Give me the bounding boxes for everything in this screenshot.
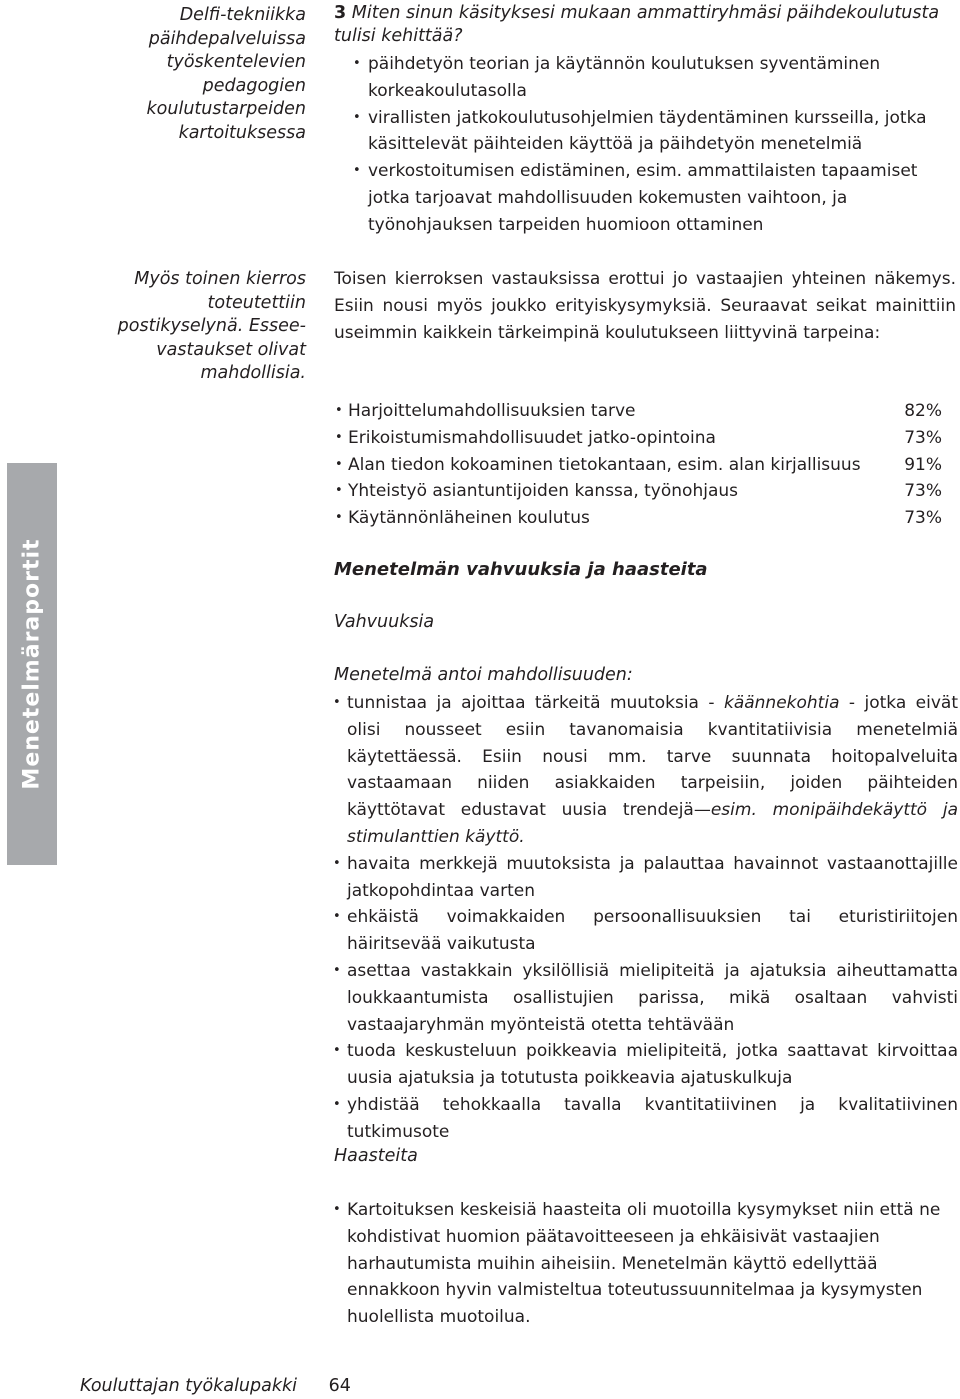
need-label: Harjoittelumahdollisuuksien tarve [348, 401, 636, 421]
needs-list [334, 398, 942, 532]
need-percent: 73% [904, 427, 942, 448]
list-item [334, 505, 942, 532]
section-tab-label: Menetelmäraportit [19, 538, 45, 790]
question-answers-list [353, 51, 958, 239]
list-item: • Kartoituksen keskeisiä haasteita oli muotoilla kysymykset niin että ne kohdistivat huomion päätavoitteeseen ja ehkäisivät vastaajien harhautumista muihin aiheisiin. Menetelmän käyttö edellyttää ennakkoon hyvin valmisteltua toteutussuunnitelmaa ja kysymysten huolellista muotoilua. [332, 1197, 958, 1331]
list-item [334, 398, 942, 425]
section-tab [7, 463, 57, 865]
footer-title: Kouluttajan työkalupakki [80, 1376, 297, 1396]
list-item [334, 478, 942, 505]
list-item: • virallisten jatkokoulutusohjelmien täydentäminen kursseilla, jotka käsittelevät päihteiden käyttöä ja päihdetyön menetelmiä [353, 105, 958, 159]
sidebar-note-delfi: Delfi-tekniikka päihdepalveluissa työskentelevien pedagogien koulutustarpeiden kartoituksessa [146, 5, 306, 143]
need-label: Erikoistumismahdollisuudet jatko-opintoina [348, 427, 716, 448]
page-footer [80, 1376, 351, 1396]
list-item: • havaita merkkejä muutoksista ja palauttaa havainnot vastaanottajille jatkopohdintaa varten [332, 851, 958, 905]
need-label: Käytännönläheinen koulutus [348, 508, 590, 529]
need-label: Alan tiedon kokoaminen tietokantaan, esim. alan kirjallisuus [348, 454, 861, 475]
list-item: • verkostoitumisen edistäminen, esim. ammattilaisten tapaamiset jotka tarjoavat mahdollisuuden kokemusten vaihtoon, ja työnohjauksen tarpeiden huomioon ottaminen [353, 158, 958, 238]
section-heading: Menetelmän vahvuuksia ja haasteita [334, 559, 708, 580]
list-item: • ehkäistä voimakkaiden persoonallisuuksien tai eturistiriitojen häiritsevää vaikutusta [332, 904, 958, 958]
page-number: 64 [328, 1376, 351, 1396]
strengths-list [332, 690, 958, 1146]
strengths-intro: Menetelmä antoi mahdollisuuden: [334, 665, 633, 685]
list-item: • tunnistaa ja ajoittaa tärkeitä muutoksia - käännekohtia - jotka eivät olisi nousseet esiin tavanomaisia kvantitatiivisia menetelmiä käytettäessä. Esiin nousi mm. tarve suunnata hoitopalveluita vastaamaan niiden asiakkaiden tarpeisiin, joiden päihteiden käyttötavat edustavat uusia trendejä—esim. monipäihdekäyttö ja stimulanttien käyttö. [332, 690, 958, 851]
question-number: 3 [334, 3, 347, 23]
list-item: • asettaa vastakkain yksilöllisiä mielipiteitä ja ajatuksia aiheuttamatta loukkaantumista osallistujien parissa, mikä osaltaan vahvisti vastaajaryhmän myönteistä otetta tehtävään [332, 958, 958, 1038]
intro-paragraph: Toisen kierroksen vastauksissa erottui jo vastaajien yhteinen näkemys. Esiin nousi myös joukko erityiskysymyksiä. Seuraavat seikat mainittiin useimmin kaikkein tärkeimpinä koulutukseen liittyvinä tarpeina: [334, 269, 956, 343]
need-percent: 73% [904, 481, 942, 502]
emphasis-text: esim. monipäihdekäyttö ja stimulanttien käyttö. [347, 800, 958, 847]
challenges-list [332, 1197, 958, 1331]
emphasis-text: käännekohtia [723, 693, 840, 713]
challenges-heading: Haasteita [334, 1146, 418, 1166]
need-percent: 82% [904, 401, 942, 421]
question-title [334, 2, 956, 48]
need-label: Yhteistyö asiantuntijoiden kanssa, työnohjaus [348, 481, 738, 502]
need-percent: 91% [904, 454, 942, 475]
need-percent: 73% [904, 508, 942, 529]
strengths-heading: Vahvuuksia [334, 612, 435, 632]
list-item: • tuoda keskusteluun poikkeavia mielipiteitä, jotka saattavat kirvoittaa uusia ajatuksia ja totutusta poikkeavia ajatuskulkuja [332, 1038, 958, 1092]
list-item: • yhdistää tehokkaalla tavalla kvantitatiivinen ja kvalitatiivinen tutkimusote [332, 1092, 958, 1146]
list-item [334, 452, 942, 479]
sidebar-note-second-round: Myös toinen kierros toteutettiin postikyselynä. Essee- vastaukset olivat mahdollisia. [117, 269, 306, 383]
list-item [334, 425, 942, 452]
list-item: • päihdetyön teorian ja käytännön koulutuksen syventäminen korkeakoulutasolla [353, 51, 958, 105]
question-text: Miten sinun käsityksesi mukaan ammattiryhmäsi päihdekoulutusta tulisi kehittää? [334, 3, 940, 46]
